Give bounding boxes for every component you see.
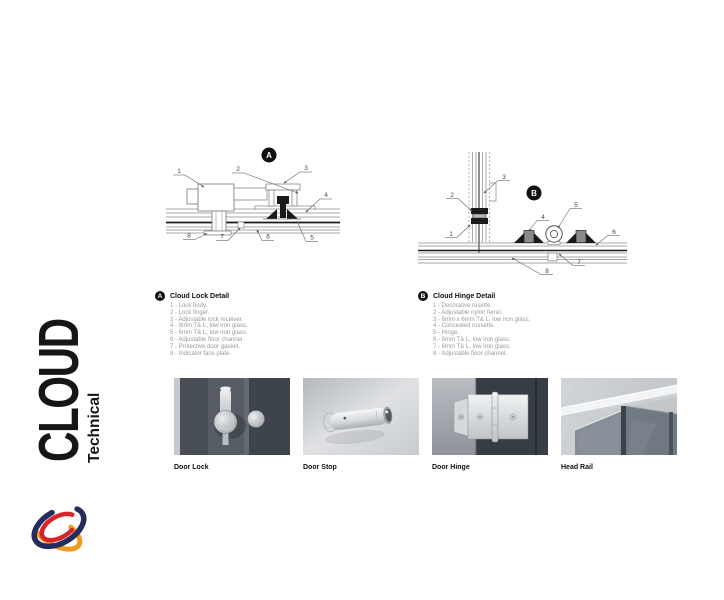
door-hinge-label: Door Hinge: [432, 464, 470, 471]
door-lock-label: Door Lock: [174, 464, 209, 471]
legend-item: 1 - Decorative rosette.: [433, 303, 493, 309]
hinge-detail-drawing: [415, 145, 630, 290]
door-lock-photo-card: [174, 378, 290, 471]
callout-7: 7: [577, 259, 581, 266]
legend-item: 5 - Hinge.: [433, 330, 460, 337]
floor-channel-stub: [548, 253, 557, 261]
door-stop-label: Door Stop: [303, 464, 337, 471]
lock-leader-lines: [173, 172, 332, 242]
legend-item: 6 - 8mm T& L, low iron glass.: [433, 336, 511, 343]
legend-item: 2 - Lock finger.: [170, 309, 210, 316]
door-stop-photo-card: [303, 378, 419, 471]
callout-8: 8: [545, 268, 549, 275]
lock-legend: [155, 291, 325, 357]
face-plate-shape: [204, 231, 231, 235]
callout-2: 2: [236, 166, 240, 173]
lock-body-shape: [198, 184, 234, 211]
floor-channel-shape: [212, 211, 226, 231]
legend-item: 7 - Protective door gasket.: [170, 343, 241, 350]
legend-item: 2 - Adjustable nylon ferrel.: [433, 309, 503, 316]
legend-item: 8 - Adjustable floor channel.: [433, 350, 508, 357]
hinge-legend: [418, 291, 588, 357]
legend-item: 4 - Concealed rossette.: [433, 323, 496, 330]
callout-3: 3: [502, 174, 506, 181]
head-rail-label: Head Rail: [561, 464, 593, 471]
door-stop-photo: [303, 378, 419, 455]
orbit-swirl-logo-icon: [26, 497, 92, 566]
callout-4: 4: [324, 192, 328, 199]
callout-1: 1: [177, 168, 181, 175]
lock-rail-lines: [166, 209, 340, 233]
legend-item: 6 - Adjustable floor channel.: [170, 336, 245, 343]
callout-4: 4: [541, 214, 545, 221]
lock-body-cap-shape: [187, 189, 198, 204]
callout-7: 7: [220, 233, 224, 241]
hinge-knuckle-shape: [546, 226, 562, 245]
detail-b-badge-letter: B: [531, 189, 537, 198]
callout-8: 8: [187, 232, 191, 240]
series-subtitle: Technical: [86, 392, 103, 463]
hinge-legend-title: Cloud Hinge Detail: [433, 292, 496, 300]
door-hinge-photo-card: [432, 378, 548, 471]
callout-5: 5: [310, 234, 314, 242]
rail-rosette-right: [566, 231, 596, 244]
glass-rosette-shape: [471, 208, 488, 224]
callout-6: 6: [612, 229, 616, 236]
legend-item: 1 - Lock body.: [170, 303, 208, 309]
legend-item: 3 - Adjustable lock receiver.: [170, 316, 244, 323]
hinge-rail-lines: [418, 243, 627, 263]
hinge-legend-items: [433, 303, 588, 357]
legend-item: 4 - 8mm T& L, low iron glass.: [170, 323, 248, 330]
lock-detail-drawing: [163, 140, 343, 271]
callout-1: 1: [449, 231, 453, 238]
legend-item: 8 - Indicator face plate.: [170, 350, 232, 357]
callout-2: 2: [450, 192, 454, 199]
door-hinge-photo: [432, 378, 548, 455]
legend-item: 5 - 6mm T& L, low iron glass.: [170, 330, 248, 337]
callout-6: 6: [266, 233, 270, 241]
legend-item: 7 - 6mm T& L, low iron glass.: [433, 343, 511, 350]
lock-legend-badge: A: [155, 291, 165, 301]
rail-rosette-left: [514, 231, 544, 244]
head-rail-photo-card: [561, 378, 677, 471]
door-gasket-shape: [238, 222, 244, 228]
callout-3: 3: [304, 165, 308, 172]
hinge-legend-badge: B: [418, 291, 428, 301]
lock-legend-title: Cloud Lock Detail: [170, 292, 230, 300]
lock-finger-bar-shape: [234, 188, 267, 200]
door-lock-photo: [174, 378, 290, 455]
series-title: [27, 316, 91, 462]
hinge-vertical-glass-lines: [469, 152, 490, 253]
detail-a-badge-letter: A: [266, 151, 272, 160]
callout-5: 5: [574, 202, 578, 209]
head-rail-photo: [561, 378, 677, 455]
lock-legend-items: [170, 303, 325, 357]
legend-item: 3 - 6mm x 6mm T& L, low iron glass.: [433, 316, 531, 323]
series-title-text: CLOUD: [27, 319, 91, 462]
